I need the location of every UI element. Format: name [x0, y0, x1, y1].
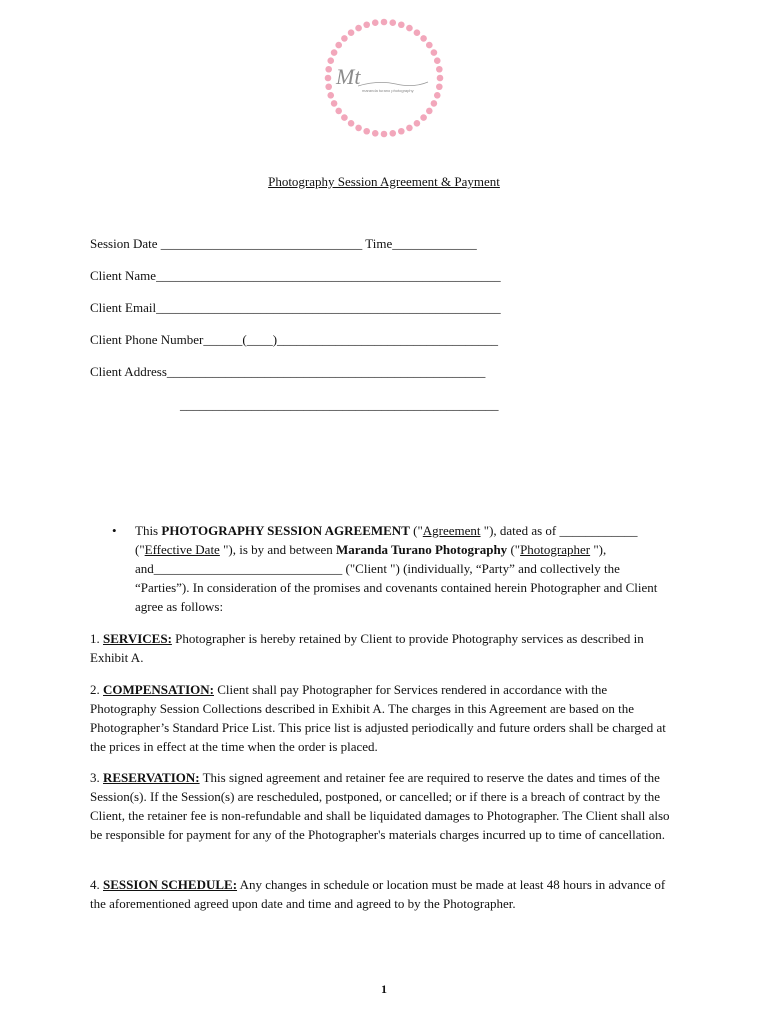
logo-dot: [335, 42, 342, 49]
logo-dot: [348, 120, 355, 127]
client-name-field: Client Name_____________________________________________________: [90, 268, 501, 283]
logo-dot: [355, 125, 362, 132]
session-date-field: Session Date _______________________________ Time_____________: [90, 236, 477, 251]
section-session-schedule: 4. SESSION SCHEDULE: Any changes in schedule or location must be made at least 48 hours in advance of the aforementioned agreed upon date and time and agreed to by the Photographer.: [90, 877, 666, 911]
logo-dot: [389, 130, 396, 137]
page-title: Photography Session Agreement & Payment: [268, 174, 500, 189]
logo-dot: [431, 49, 438, 56]
brand-logo: [318, 18, 450, 138]
logo-dot: [426, 42, 433, 49]
section-heading: RESERVATION:: [103, 770, 200, 785]
logo-dot: [372, 130, 379, 137]
logo-dot: [414, 120, 421, 127]
client-phone-field: Client Phone Number______(____)__________________________________: [90, 332, 499, 347]
intro-paragraph: This PHOTOGRAPHY SESSION AGREEMENT ("Agreement "), dated as of ____________ ("Effective Date "), is by and between Maranda Turano Photography ("Photographer "), and_____________________________ ("Client ") (individually, “Party” and collectively the “Parties”). In consideration of the promises and covenants contained herein Photographer and Client agree as follows:: [135, 523, 658, 614]
logo-dot: [436, 66, 443, 73]
logo-dot: [389, 19, 396, 26]
logo-dot: [381, 19, 388, 26]
logo-dot: [327, 57, 334, 64]
logo-brand-text: maranda turano photography: [362, 88, 414, 93]
logo-dot: [398, 21, 405, 28]
logo-dot: [431, 100, 438, 107]
bullet-icon: •: [112, 523, 117, 538]
section-reservation: 3. RESERVATION: This signed agreement and retainer fee are required to reserve the dates and times of the Session(s). If the Session(s) are rescheduled, postponed, or cancelled; or if there is a breach of contract by the Client, the retainer fee is non-refundable and shall be liquidated damages to Photographer. The Client shall also be responsible for payment for any of the Photographer's materials charges incurred up to time of cancellation.: [90, 770, 670, 842]
logo-dot: [335, 108, 342, 115]
logo-dot: [426, 108, 433, 115]
logo-dot: [325, 75, 332, 82]
logo-dot: [331, 49, 338, 56]
section-services: 1. SERVICES: Photographer is hereby retained by Client to provide Photography services as described in Exhibit A.: [90, 631, 644, 665]
page-number: 1: [381, 982, 387, 996]
logo-dot: [434, 57, 441, 64]
logo-dot: [398, 128, 405, 135]
logo-dot: [341, 114, 348, 121]
logo-monogram: Mt: [336, 64, 361, 89]
logo-dot: [331, 100, 338, 107]
logo-dot: [406, 125, 413, 132]
logo-dot: [355, 25, 362, 32]
logo-dot: [363, 21, 370, 28]
client-address-field: Client Address_________________________________________________: [90, 364, 486, 379]
logo-dot: [436, 83, 443, 90]
client-address-line2: _________________________________________________: [180, 397, 499, 412]
logo-dot: [434, 92, 441, 99]
client-email-field: Client Email_____________________________________________________: [90, 300, 501, 315]
logo-dot: [341, 35, 348, 42]
logo-dot: [325, 66, 332, 73]
agreement-intro: [114, 521, 674, 616]
logo-dot: [325, 83, 332, 90]
logo-dot: [327, 92, 334, 99]
logo-dot: [381, 131, 388, 138]
logo-dot: [348, 29, 355, 36]
logo-dot: [363, 128, 370, 135]
logo-dot: [414, 29, 421, 36]
section-heading: SESSION SCHEDULE:: [103, 877, 238, 892]
logo-dot: [437, 75, 444, 82]
logo-dot: [420, 114, 427, 121]
section-compensation: 2. COMPENSATION: Client shall pay Photographer for Services rendered in accordance with the Photography Session Collections described in Exhibit A. The charges in this Agreement are based on the Photographer’s Standard Price List. This price list is adjusted periodically and future orders shall be charged at the prices in effect at the time when the order is placed.: [90, 682, 666, 754]
logo-dot: [372, 19, 379, 26]
logo-dot: [406, 25, 413, 32]
section-heading: COMPENSATION:: [103, 682, 214, 697]
section-heading: SERVICES:: [103, 631, 172, 646]
logo-dot: [420, 35, 427, 42]
